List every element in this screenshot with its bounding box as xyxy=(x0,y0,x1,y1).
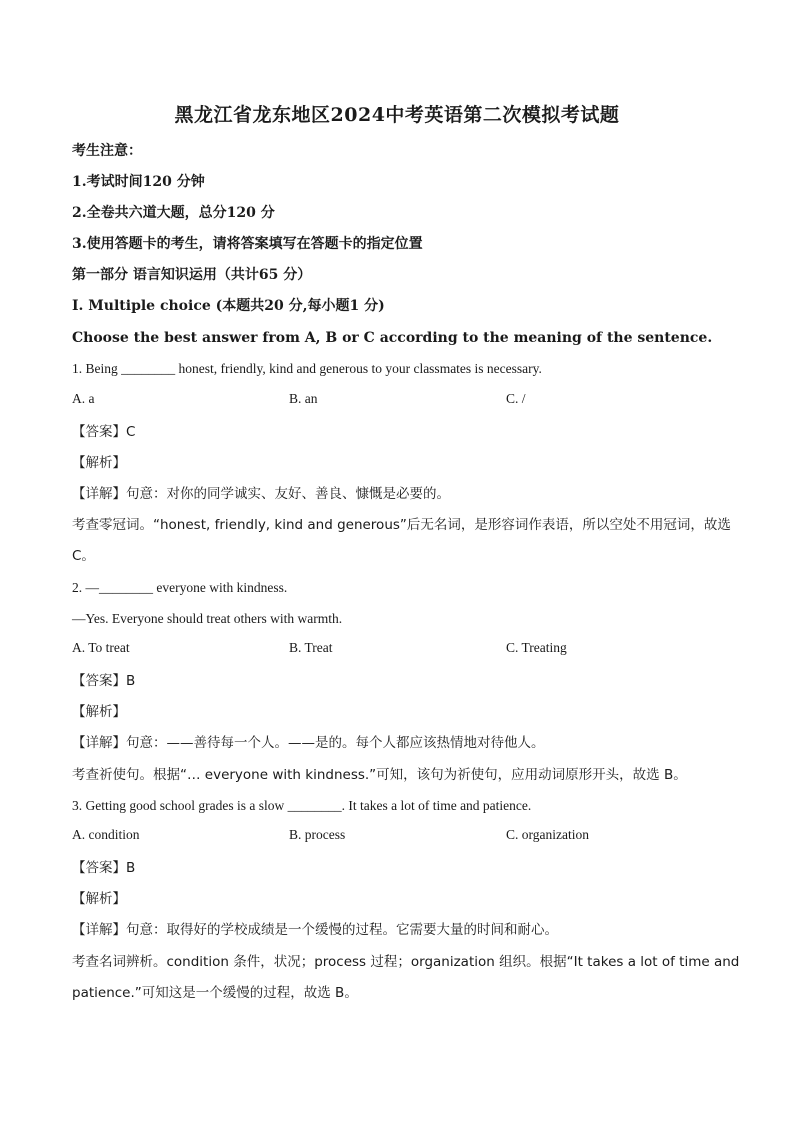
option-c: C. Treating xyxy=(506,640,567,655)
part-heading: 第一部分 语言知识运用（共计65 分） xyxy=(72,267,312,283)
exam-title: 黑龙江省龙东地区2024中考英语第二次模拟考试题 xyxy=(174,104,620,126)
option-c: C. organization xyxy=(506,827,589,842)
notice-item: 1.考试时间120 分钟 xyxy=(72,174,205,190)
explanation-text: 考查名词辨析。condition 条件，状况；process 过程；organization 组织。根据“It takes a lot of time and xyxy=(72,954,740,970)
detail-text: 【详解】句意：取得好的学校成绩是一个缓慢的过程。它需要大量的时间和耐心。 xyxy=(72,922,558,938)
option-c: C. / xyxy=(506,391,526,406)
analysis-label: 【解析】 xyxy=(72,891,126,907)
notice-heading: 考生注意： xyxy=(72,143,142,159)
question-stem: 2. —________ everyone with kindness. xyxy=(72,580,288,595)
analysis-label: 【解析】 xyxy=(72,704,126,720)
section-heading: Ⅰ. Multiple choice (本题共20 分,每小题1 分) xyxy=(72,298,385,314)
option-a: A. To treat xyxy=(72,640,130,655)
instruction: Choose the best answer from A, B or C according to the meaning of the sentence. xyxy=(72,330,713,346)
explanation-text: 考查祈使句。根据“… everyone with kindness.”可知，该句为祈使句，应用动词原形开头，故选 B。 xyxy=(72,767,687,783)
question-stem: 3. Getting good school grades is a slow ________. It takes a lot of time and patience. xyxy=(72,798,532,813)
analysis-label: 【解析】 xyxy=(72,455,126,471)
detail-text: 【详解】句意：——善待每一个人。——是的。每个人都应该热情地对待他人。 xyxy=(72,735,545,751)
option-a: A. a xyxy=(72,391,95,406)
option-b: B. an xyxy=(289,391,318,406)
question-stem: —Yes. Everyone should treat others with warmth. xyxy=(72,611,343,626)
detail-text: 【详解】句意：对你的同学诚实、友好、善良、慷慨是必要的。 xyxy=(72,486,450,502)
answer-label: 【答案】B xyxy=(72,673,136,689)
explanation-text: 考查零冠词。“honest, friendly, kind and generous”后无名词，是形容词作表语，所以空处不用冠词，故选 xyxy=(72,517,731,533)
explanation-text: C。 xyxy=(72,548,95,564)
option-b: B. process xyxy=(289,827,346,842)
answer-label: 【答案】B xyxy=(72,860,136,876)
option-b: B. Treat xyxy=(289,640,333,655)
question-stem: 1. Being ________ honest, friendly, kind and generous to your classmates is necessary. xyxy=(72,361,542,376)
notice-item: 2.全卷共六道大题，总分120 分 xyxy=(72,205,275,221)
notice-item: 3.使用答题卡的考生，请将答案填写在答题卡的指定位置 xyxy=(72,236,423,252)
option-a: A. condition xyxy=(72,827,140,842)
explanation-text: patience.”可知这是一个缓慢的过程，故选 B。 xyxy=(72,985,358,1001)
answer-label: 【答案】C xyxy=(72,424,136,440)
